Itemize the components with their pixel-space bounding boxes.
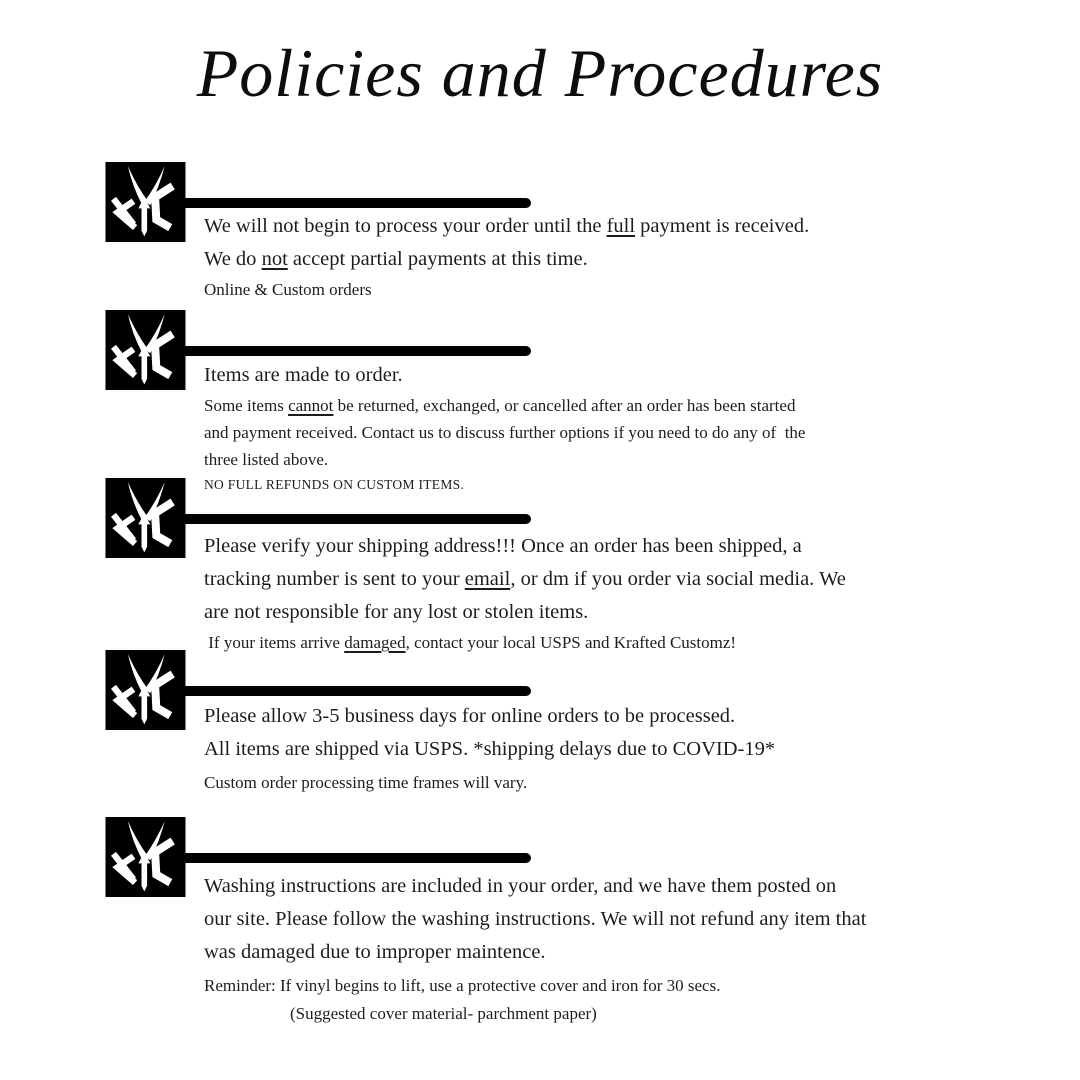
divider-line bbox=[184, 346, 531, 356]
line-text: accept partial payments at this time. bbox=[287, 248, 588, 270]
policy-line: All items are shipped via USPS. *shipping delays due to COVID-19* bbox=[204, 738, 776, 760]
scissors-kc-monogram-icon bbox=[105, 650, 186, 730]
divider-line bbox=[184, 198, 531, 208]
line-text: We will not begin to process your order until the bbox=[204, 215, 607, 237]
underlined-word: damaged bbox=[344, 633, 406, 652]
underlined-word: email bbox=[464, 568, 511, 590]
policy-fine-print: NO FULL REFUNDS ON CUSTOM ITEMS. bbox=[204, 477, 465, 492]
policy-line bbox=[204, 563, 1004, 596]
divider-line bbox=[184, 853, 531, 863]
policy-reminder: Reminder: If vinyl begins to lift, use a protective cover and iron for 30 secs. bbox=[204, 976, 721, 995]
policy-line: and payment received. Contact us to discuss further options if you need to do any of the bbox=[204, 423, 806, 442]
section-1-payment-policy bbox=[204, 210, 1004, 303]
policy-line: are not responsible for any lost or stolen items. bbox=[204, 601, 589, 623]
policy-line: was damaged due to improper maintence. bbox=[204, 941, 546, 963]
line-text: , or dm if you order via social media. We bbox=[510, 568, 846, 590]
policy-line: Please allow 3-5 business days for online orders to be processed. bbox=[204, 705, 736, 727]
line-text: tracking number is sent to your bbox=[204, 568, 465, 590]
scissors-kc-monogram-icon bbox=[105, 817, 186, 897]
policy-line: our site. Please follow the washing instructions. We will not refund any item that bbox=[204, 908, 867, 930]
section-5-washing-instructions-policy bbox=[204, 870, 1004, 1028]
policy-note: Online & Custom orders bbox=[204, 280, 372, 299]
scissors-kc-monogram-icon bbox=[105, 162, 186, 242]
underlined-word: cannot bbox=[288, 396, 334, 415]
scissors-kc-monogram-icon bbox=[105, 310, 186, 390]
divider-line bbox=[184, 514, 531, 524]
policy-note: Custom order processing time frames will vary. bbox=[204, 773, 528, 792]
scissors-kc-monogram-icon bbox=[105, 478, 186, 558]
policy-reminder-detail: (Suggested cover material- parchment paper) bbox=[290, 1004, 597, 1023]
line-text: , contact your local USPS and Krafted Customz! bbox=[405, 633, 737, 652]
section-4-processing-time-policy bbox=[204, 700, 1004, 796]
policy-line: Items are made to order. bbox=[204, 364, 403, 386]
line-text: Some items bbox=[204, 396, 289, 415]
line-text: be returned, exchanged, or cancelled after an order has been started bbox=[333, 396, 796, 415]
policy-line: Please verify your shipping address!!! Once an order has been shipped, a bbox=[204, 535, 802, 557]
section-2-returns-policy bbox=[204, 359, 1004, 496]
line-text: We do bbox=[204, 248, 262, 270]
line-text: If your items arrive bbox=[204, 633, 345, 652]
policy-line: three listed above. bbox=[204, 450, 329, 469]
policy-line bbox=[204, 210, 1004, 243]
page-title: Policies and Procedures bbox=[196, 35, 884, 111]
line-text: payment is received. bbox=[635, 215, 810, 237]
policy-line: Washing instructions are included in your order, and we have them posted on bbox=[204, 875, 837, 897]
policy-line bbox=[204, 392, 1004, 419]
underlined-word: not bbox=[261, 248, 288, 270]
divider-line bbox=[184, 686, 531, 696]
underlined-word: full bbox=[606, 215, 636, 237]
section-3-shipping-address-policy bbox=[204, 530, 1004, 656]
policy-line bbox=[204, 243, 1004, 276]
